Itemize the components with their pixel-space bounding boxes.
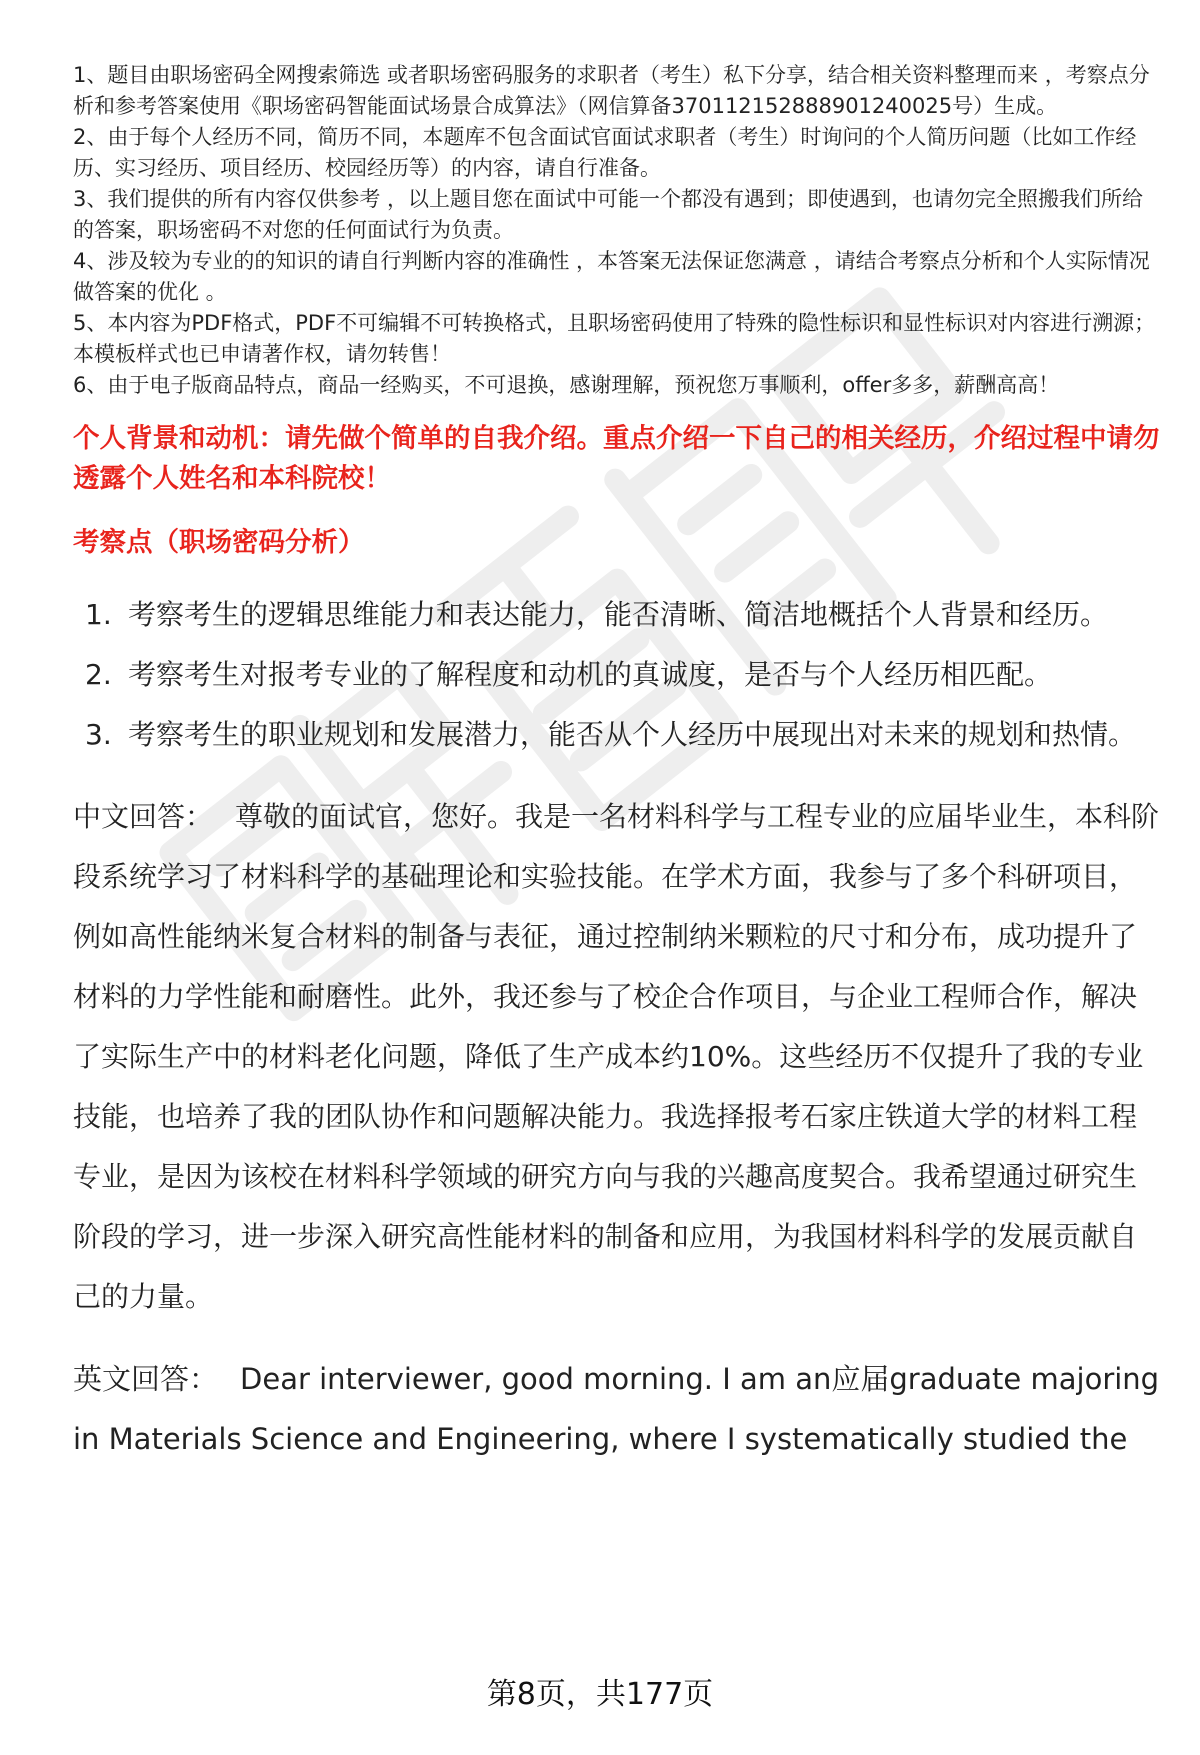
chinese-answer-label: 中文回答： <box>73 800 214 833</box>
english-answer-label: 英文回答： <box>73 1362 219 1396</box>
point-text: 考察考生的职业规划和发展潜力，能否从个人经历中展现出对未来的规划和热情。 <box>128 718 1137 751</box>
analysis-point <box>73 705 1163 765</box>
analysis-point <box>73 585 1163 645</box>
disclaimer-note: 6、由于电子版商品特点，商品一经购买，不可退换，感谢理解，预祝您万事顺利，offer多多，薪酬高高！ <box>73 373 1060 397</box>
chinese-answer-text: 尊敬的面试官，您好。我是一名材料科学与工程专业的应届毕业生，本科阶段系统学习了材料科学的基础理论和实验技能。在学术方面，我参与了多个科研项目，例如高性能纳米复合材料的制备与表征，通过控制纳米颗粒的尺寸和分布，成功提升了材料的力学性能和耐磨性。此外，我还参与了校企合作项目，与企业工程师合作，解决了实际生产中的材料老化问题，降低了生产成本约10%。这些经历不仅提升了我的专业技能，也培养了我的团队协作和问题解决能力。我选择报考石家庄铁道大学的材料工程专业，是因为该校在材料科学领域的研究方向与我的兴趣高度契合。我希望通过研究生阶段的学习，进一步深入研究高性能材料的制备和应用，为我国材料科学的发展贡献自己的力量。 <box>73 800 1160 1313</box>
disclaimer-note: 2、由于每个人经历不同，简历不同，本题库不包含面试官面试求职者（考生）时询问的个人简历问题（比如工作经历、实习经历、项目经历、校园经历等）的内容，请自行准备。 <box>73 125 1137 180</box>
disclaimer-notes <box>73 60 1163 401</box>
analysis-points <box>73 585 1163 765</box>
page-number: 第8页，共177页 <box>486 1677 714 1712</box>
analysis-heading: 考察点（职场密码分析） <box>73 527 365 558</box>
document-page <box>73 60 1163 1469</box>
english-answer <box>73 1349 1163 1469</box>
disclaimer-note: 3、我们提供的所有内容仅供参考 ，以上题目您在面试中可能一个都没有遇到；即使遇到，也请勿完全照搬我们所给的答案，职场密码不对您的任何面试行为负责。 <box>73 187 1144 242</box>
point-text: 考察考生的逻辑思维能力和表达能力，能否清晰、简洁地概括个人背景和经历。 <box>128 598 1109 631</box>
disclaimer-note: 1、题目由职场密码全网搜索筛选 或者职场密码服务的求职者（考生）私下分享，结合相关资料整理而来 ，考察点分析和参考答案使用《职场密码智能面试场景合成算法》（网信算备370112152888901240025号）生成。 <box>73 63 1150 118</box>
chinese-answer <box>73 787 1163 1327</box>
disclaimer-note: 5、本内容为PDF格式，PDF不可编辑不可转换格式，且职场密码使用了特殊的隐性标识和显性标识对内容进行溯源；本模板样式也已申请著作权，请勿转售！ <box>73 311 1156 366</box>
point-number: 3. <box>85 718 112 751</box>
english-answer-text: Dear interviewer, good morning. I am an应届graduate majoring in Materials Science and Engineering, where I systematically studied the <box>73 1362 1160 1456</box>
point-number: 1. <box>85 598 112 631</box>
analysis-point <box>73 645 1163 705</box>
point-text: 考察考生对报考专业的了解程度和动机的真诚度，是否与个人经历相匹配。 <box>128 658 1053 691</box>
disclaimer-note: 4、涉及较为专业的的知识的请自行判断内容的准确性 ，本答案无法保证您满意 ，请结合考察点分析和个人实际情况做答案的优化 。 <box>73 249 1150 304</box>
point-number: 2. <box>85 658 112 691</box>
question-title: 个人背景和动机：请先做个简单的自我介绍。重点介绍一下自己的相关经历，介绍过程中请勿透露个人姓名和本科院校！ <box>73 423 1160 494</box>
